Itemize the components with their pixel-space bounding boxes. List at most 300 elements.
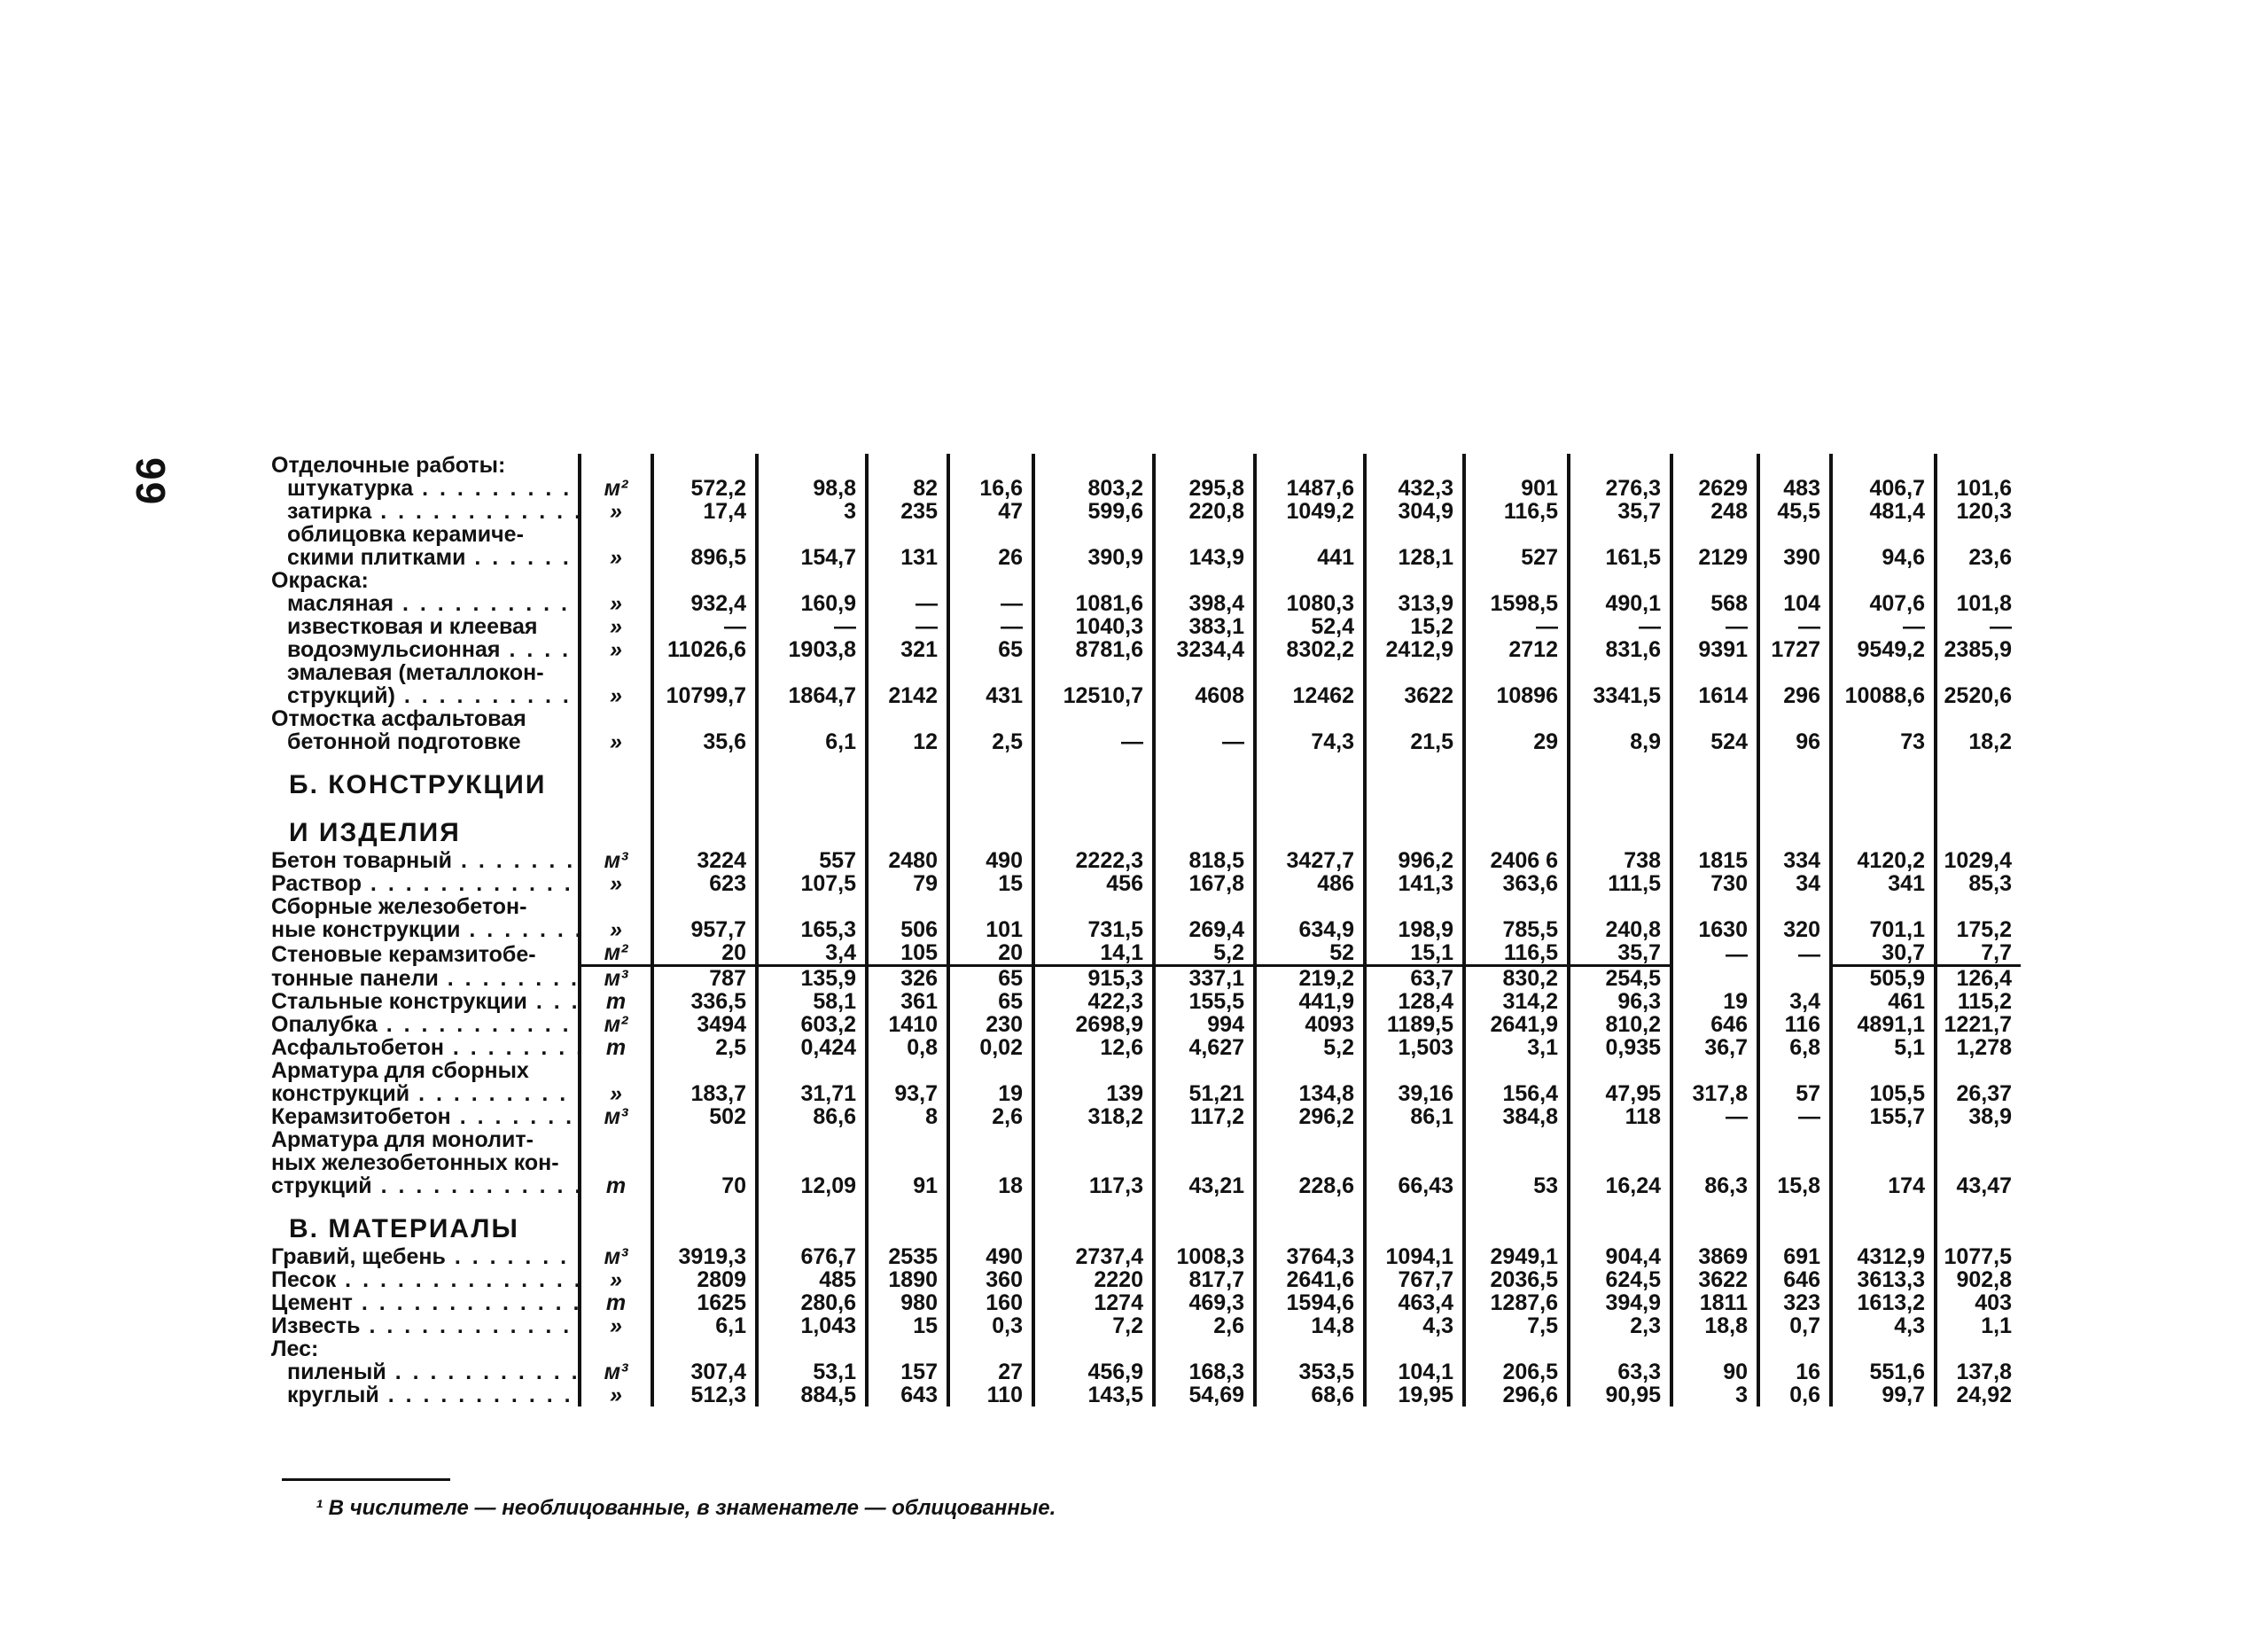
value-cell	[1831, 523, 1936, 546]
value-cell	[948, 569, 1033, 592]
value-cell: 469,3	[1154, 1291, 1255, 1314]
footnote: ¹ В числителе — необлицованные, в знаменателе — облицованные.	[316, 1496, 1056, 1520]
value-cell: 1221,7	[1936, 1013, 2021, 1036]
value-cell: 502	[652, 1105, 757, 1128]
value-cell	[867, 569, 948, 592]
row-label-text: тонные панели . . .	[271, 967, 580, 990]
value-cell: —	[1831, 615, 1936, 638]
value-cell: 12510,7	[1033, 684, 1154, 707]
row-label-text: Арматура для монолит-	[271, 1128, 534, 1151]
value-cell	[1758, 1197, 1831, 1245]
value-cell: 43,21	[1154, 1174, 1255, 1197]
value-cell: 3622	[1671, 1268, 1758, 1291]
value-cell	[1569, 523, 1671, 546]
value-cell: 431	[948, 684, 1033, 707]
table-row	[271, 1105, 2021, 1128]
value-cell	[948, 523, 1033, 546]
value-cell: 155,5	[1154, 990, 1255, 1013]
value-cell	[1365, 1197, 1464, 1245]
value-cell: 1029,4	[1936, 849, 2021, 872]
value-cell	[1758, 895, 1831, 918]
value-cell: 456	[1033, 872, 1154, 895]
value-cell	[1831, 1128, 1936, 1151]
value-cell	[1936, 1128, 2021, 1151]
value-cell	[1033, 753, 1154, 801]
table-row	[271, 546, 2021, 569]
value-cell	[1936, 1197, 2021, 1245]
unit-cell	[580, 1128, 652, 1151]
value-cell: 317,8	[1671, 1082, 1758, 1105]
value-cell: 2737,4	[1033, 1245, 1154, 1268]
row-label	[271, 753, 580, 801]
value-cell	[652, 1337, 757, 1360]
value-cell: 390,9	[1033, 546, 1154, 569]
value-cell: 3	[757, 500, 867, 523]
value-cell	[1464, 1337, 1569, 1360]
value-cell	[1154, 1059, 1255, 1082]
value-cell: 2406 6	[1464, 849, 1569, 872]
value-cell	[1569, 801, 1671, 849]
unit-cell: »	[580, 918, 652, 941]
value-cell: 1,043	[757, 1314, 867, 1337]
value-cell: 96,3	[1569, 990, 1671, 1013]
value-cell: 206,5	[1464, 1360, 1569, 1383]
value-cell	[1671, 523, 1758, 546]
row-label	[271, 1082, 580, 1105]
row-label-text: бетонной подготовке	[287, 730, 521, 753]
value-cell: 86,1	[1365, 1105, 1464, 1128]
value-cell	[1758, 1128, 1831, 1151]
value-cell: 91	[867, 1174, 948, 1197]
row-label-text: ные конструкции . . .	[271, 918, 580, 941]
value-cell: 817,7	[1154, 1268, 1255, 1291]
value-cell: 323	[1758, 1291, 1831, 1314]
value-cell: 6,1	[652, 1314, 757, 1337]
unit-cell	[580, 895, 652, 918]
table-row	[271, 941, 2021, 966]
value-cell	[757, 753, 867, 801]
value-cell	[1758, 966, 1831, 991]
value-cell: 63,7	[1365, 966, 1464, 991]
row-label	[271, 1337, 580, 1360]
value-cell: 691	[1758, 1245, 1831, 1268]
value-cell: 3	[1671, 1383, 1758, 1407]
value-cell: 7,5	[1464, 1314, 1569, 1337]
value-cell: 52,4	[1255, 615, 1365, 638]
value-cell	[1831, 569, 1936, 592]
row-label	[271, 1383, 580, 1407]
value-cell: 2220	[1033, 1268, 1154, 1291]
value-cell: 104	[1758, 592, 1831, 615]
value-cell: 505,9	[1831, 966, 1936, 991]
value-cell	[867, 661, 948, 684]
table-row	[271, 1314, 2021, 1337]
value-cell: —	[652, 615, 757, 638]
value-cell: 422,3	[1033, 990, 1154, 1013]
value-cell: 2641,9	[1464, 1013, 1569, 1036]
footnote-rule	[282, 1478, 450, 1481]
table-row	[271, 1059, 2021, 1082]
value-cell: 118	[1569, 1105, 1671, 1128]
value-cell: 117,2	[1154, 1105, 1255, 1128]
value-cell: —	[1671, 941, 1758, 966]
value-cell	[867, 454, 948, 477]
value-cell	[1758, 1059, 1831, 1082]
row-label-text: струкций . . .	[271, 1174, 580, 1197]
value-cell	[1365, 523, 1464, 546]
value-cell: 235	[867, 500, 948, 523]
unit-cell: т	[580, 1174, 652, 1197]
value-cell	[867, 707, 948, 730]
value-cell	[1365, 753, 1464, 801]
value-cell	[948, 1059, 1033, 1082]
value-cell: 110	[948, 1383, 1033, 1407]
value-cell	[1033, 661, 1154, 684]
value-cell: 131	[867, 546, 948, 569]
value-cell	[1569, 454, 1671, 477]
value-cell	[1569, 661, 1671, 684]
row-label	[271, 592, 580, 615]
value-cell	[1671, 1197, 1758, 1245]
page-number: 99	[128, 457, 174, 507]
value-cell	[1936, 801, 2021, 849]
value-cell: 1410	[867, 1013, 948, 1036]
value-cell: 490,1	[1569, 592, 1671, 615]
table-row	[271, 1151, 2021, 1174]
value-cell: 117,3	[1033, 1174, 1154, 1197]
value-cell: 646	[1758, 1268, 1831, 1291]
value-cell: 296	[1758, 684, 1831, 707]
value-cell: 18,8	[1671, 1314, 1758, 1337]
value-cell: 9549,2	[1831, 638, 1936, 661]
value-cell: 2222,3	[1033, 849, 1154, 872]
value-cell: 2,6	[948, 1105, 1033, 1128]
row-label	[271, 523, 580, 546]
value-cell: 0,6	[1758, 1383, 1831, 1407]
value-cell: 39,16	[1365, 1082, 1464, 1105]
value-cell: 1,503	[1365, 1036, 1464, 1059]
value-cell	[948, 707, 1033, 730]
unit-cell: м³	[580, 1105, 652, 1128]
value-cell: —	[1464, 615, 1569, 638]
value-cell: 280,6	[757, 1291, 867, 1314]
value-cell: 143,9	[1154, 546, 1255, 569]
row-label-text: ных железобетонных кон-	[271, 1151, 559, 1174]
value-cell: 2,3	[1569, 1314, 1671, 1337]
row-label	[271, 895, 580, 918]
value-cell: 490	[948, 1245, 1033, 1268]
value-cell: 18	[948, 1174, 1033, 1197]
value-cell: 0,7	[1758, 1314, 1831, 1337]
value-cell: 5,2	[1255, 1036, 1365, 1059]
value-cell: 74,3	[1255, 730, 1365, 753]
table-row	[271, 730, 2021, 753]
table-row	[271, 1291, 2021, 1314]
value-cell	[1154, 707, 1255, 730]
value-cell: 12	[867, 730, 948, 753]
row-label	[271, 546, 580, 569]
value-cell	[1758, 569, 1831, 592]
value-cell: 406,7	[1831, 477, 1936, 500]
value-cell: 31,71	[757, 1082, 867, 1105]
table-row	[271, 1013, 2021, 1036]
row-label	[271, 1174, 580, 1197]
value-cell	[1831, 707, 1936, 730]
row-label-text: Раствор . . .	[271, 872, 580, 895]
value-cell	[652, 454, 757, 477]
row-label-text: скими плитками . . .	[271, 546, 580, 569]
value-cell: 3,1	[1464, 1036, 1569, 1059]
value-cell: 4,3	[1831, 1314, 1936, 1337]
value-cell	[652, 569, 757, 592]
value-cell: 7,2	[1033, 1314, 1154, 1337]
value-cell	[1365, 707, 1464, 730]
value-cell: 830,2	[1464, 966, 1569, 991]
unit-cell: »	[580, 546, 652, 569]
value-cell: 11026,6	[652, 638, 757, 661]
unit-cell: »	[580, 1383, 652, 1407]
value-cell: 183,7	[652, 1082, 757, 1105]
value-cell	[757, 1197, 867, 1245]
value-cell	[1255, 523, 1365, 546]
table-row	[271, 1337, 2021, 1360]
value-cell: 6,8	[1758, 1036, 1831, 1059]
value-cell	[652, 753, 757, 801]
value-cell	[1671, 707, 1758, 730]
value-cell: 47,95	[1569, 1082, 1671, 1105]
value-cell	[1671, 753, 1758, 801]
value-cell: 79	[867, 872, 948, 895]
value-cell: 58,1	[757, 990, 867, 1013]
value-cell: 441	[1255, 546, 1365, 569]
value-cell: 105,5	[1831, 1082, 1936, 1105]
value-cell: 23,6	[1936, 546, 2021, 569]
value-cell: 1903,8	[757, 638, 867, 661]
value-cell: 66,43	[1365, 1174, 1464, 1197]
value-cell: 2712	[1464, 638, 1569, 661]
value-cell: 3234,4	[1154, 638, 1255, 661]
value-cell: 2036,5	[1464, 1268, 1569, 1291]
value-cell: 624,5	[1569, 1268, 1671, 1291]
value-cell	[1255, 1059, 1365, 1082]
value-cell: —	[1671, 615, 1758, 638]
value-cell: 403	[1936, 1291, 2021, 1314]
row-label-text: И ИЗДЕЛИЯ	[289, 818, 461, 847]
value-cell	[1033, 1059, 1154, 1082]
value-cell	[1255, 895, 1365, 918]
value-cell: 141,3	[1365, 872, 1464, 895]
value-cell	[1154, 1337, 1255, 1360]
value-cell	[1365, 1337, 1464, 1360]
value-cell: 1487,6	[1255, 477, 1365, 500]
table-row	[271, 1268, 2021, 1291]
value-cell	[1569, 1128, 1671, 1151]
value-cell	[757, 661, 867, 684]
row-label	[271, 615, 580, 638]
value-cell	[1671, 569, 1758, 592]
value-cell	[652, 895, 757, 918]
value-cell	[1671, 1151, 1758, 1174]
unit-cell: »	[580, 872, 652, 895]
row-label-text: конструкций . . .	[271, 1082, 580, 1105]
value-cell: 1080,3	[1255, 592, 1365, 615]
value-cell	[757, 523, 867, 546]
value-cell	[757, 569, 867, 592]
unit-cell: м²	[580, 477, 652, 500]
value-cell	[1365, 1151, 1464, 1174]
value-cell: 63,3	[1569, 1360, 1671, 1383]
value-cell	[1464, 753, 1569, 801]
value-cell: 2142	[867, 684, 948, 707]
value-cell: 38,9	[1936, 1105, 2021, 1128]
value-cell	[1758, 454, 1831, 477]
table-row	[271, 872, 2021, 895]
value-cell: 2520,6	[1936, 684, 2021, 707]
value-cell: 463,4	[1365, 1291, 1464, 1314]
value-cell	[652, 801, 757, 849]
value-cell	[1255, 661, 1365, 684]
value-cell: 2535	[867, 1245, 948, 1268]
table-row	[271, 1082, 2021, 1105]
value-cell: 996,2	[1365, 849, 1464, 872]
value-cell: 15,1	[1365, 941, 1464, 966]
value-cell: 68,6	[1255, 1383, 1365, 1407]
value-cell: 5,2	[1154, 941, 1255, 966]
value-cell	[757, 1128, 867, 1151]
value-cell: 167,8	[1154, 872, 1255, 895]
value-cell	[1154, 1128, 1255, 1151]
value-cell: 143,5	[1033, 1383, 1154, 1407]
value-cell: 599,6	[1033, 500, 1154, 523]
value-cell	[867, 1059, 948, 1082]
value-cell: 390	[1758, 546, 1831, 569]
value-cell	[948, 1151, 1033, 1174]
value-cell	[1831, 454, 1936, 477]
row-label	[271, 707, 580, 730]
value-cell: 568	[1671, 592, 1758, 615]
value-cell: 787	[652, 966, 757, 991]
value-cell: 2698,9	[1033, 1013, 1154, 1036]
value-cell	[1365, 895, 1464, 918]
value-cell: 116,5	[1464, 941, 1569, 966]
value-cell	[1831, 661, 1936, 684]
value-cell	[1464, 1059, 1569, 1082]
value-cell	[1464, 454, 1569, 477]
value-cell	[1464, 1197, 1569, 1245]
value-cell: 1189,5	[1365, 1013, 1464, 1036]
table-row	[271, 500, 2021, 523]
value-cell	[1033, 523, 1154, 546]
value-cell: 307,4	[652, 1360, 757, 1383]
value-cell	[1569, 1337, 1671, 1360]
row-label-text: Бетон товарный . . .	[271, 849, 580, 872]
row-label-text: струкций) . . .	[271, 684, 580, 707]
row-label-text: эмалевая (металлокон-	[287, 661, 544, 684]
value-cell: 4120,2	[1831, 849, 1936, 872]
row-label	[271, 500, 580, 523]
value-cell: 353,5	[1255, 1360, 1365, 1383]
value-cell: 90,95	[1569, 1383, 1671, 1407]
value-cell: 1594,6	[1255, 1291, 1365, 1314]
value-cell	[1671, 1128, 1758, 1151]
row-label	[271, 1036, 580, 1059]
value-cell: 313,9	[1365, 592, 1464, 615]
value-cell: 15	[867, 1314, 948, 1337]
table-row	[271, 661, 2021, 684]
value-cell: 506	[867, 918, 948, 941]
value-cell	[1255, 569, 1365, 592]
row-label	[271, 1360, 580, 1383]
value-cell: 3341,5	[1569, 684, 1671, 707]
value-cell: 16,24	[1569, 1174, 1671, 1197]
value-cell: 1040,3	[1033, 615, 1154, 638]
value-cell	[1255, 454, 1365, 477]
unit-cell: м²	[580, 941, 652, 966]
value-cell	[948, 801, 1033, 849]
value-cell	[867, 1128, 948, 1151]
value-cell: 10896	[1464, 684, 1569, 707]
value-cell: 441,9	[1255, 990, 1365, 1013]
value-cell: 70	[652, 1174, 757, 1197]
value-cell: 557	[757, 849, 867, 872]
value-cell: 65	[948, 990, 1033, 1013]
value-cell	[1758, 1151, 1831, 1174]
value-cell	[652, 661, 757, 684]
value-cell: 45,5	[1758, 500, 1831, 523]
value-cell: 2,5	[652, 1036, 757, 1059]
value-cell: 623	[652, 872, 757, 895]
value-cell	[1154, 1197, 1255, 1245]
value-cell: 12,09	[757, 1174, 867, 1197]
value-cell	[1936, 569, 2021, 592]
value-cell	[1758, 523, 1831, 546]
value-cell: 198,9	[1365, 918, 1464, 941]
value-cell: 154,7	[757, 546, 867, 569]
row-label-text: Гравий, щебень . . .	[271, 1245, 580, 1268]
value-cell: 10799,7	[652, 684, 757, 707]
unit-cell: м³	[580, 966, 652, 991]
value-cell: 304,9	[1365, 500, 1464, 523]
value-cell: 818,5	[1154, 849, 1255, 872]
row-label	[271, 638, 580, 661]
value-cell: 53,1	[757, 1360, 867, 1383]
value-cell: 93,7	[867, 1082, 948, 1105]
row-label-text: облицовка керамиче-	[287, 523, 524, 546]
value-cell	[1569, 569, 1671, 592]
value-cell: 240,8	[1569, 918, 1671, 941]
row-label	[271, 661, 580, 684]
value-cell	[1758, 707, 1831, 730]
value-cell	[1831, 1337, 1936, 1360]
value-cell: 1890	[867, 1268, 948, 1291]
row-label	[271, 1268, 580, 1291]
value-cell	[867, 753, 948, 801]
value-cell: 3764,3	[1255, 1245, 1365, 1268]
unit-cell	[580, 1197, 652, 1245]
value-cell: 0,8	[867, 1036, 948, 1059]
value-cell: 82	[867, 477, 948, 500]
value-cell: 481,4	[1831, 500, 1936, 523]
value-cell: 7,7	[1936, 941, 2021, 966]
value-cell	[1569, 1197, 1671, 1245]
value-cell: 29	[1464, 730, 1569, 753]
value-cell: 1,1	[1936, 1314, 2021, 1337]
value-cell	[1033, 1337, 1154, 1360]
value-cell: 0,424	[757, 1036, 867, 1059]
value-cell: 98,8	[757, 477, 867, 500]
row-label	[271, 1151, 580, 1174]
value-cell: —	[1671, 1105, 1758, 1128]
